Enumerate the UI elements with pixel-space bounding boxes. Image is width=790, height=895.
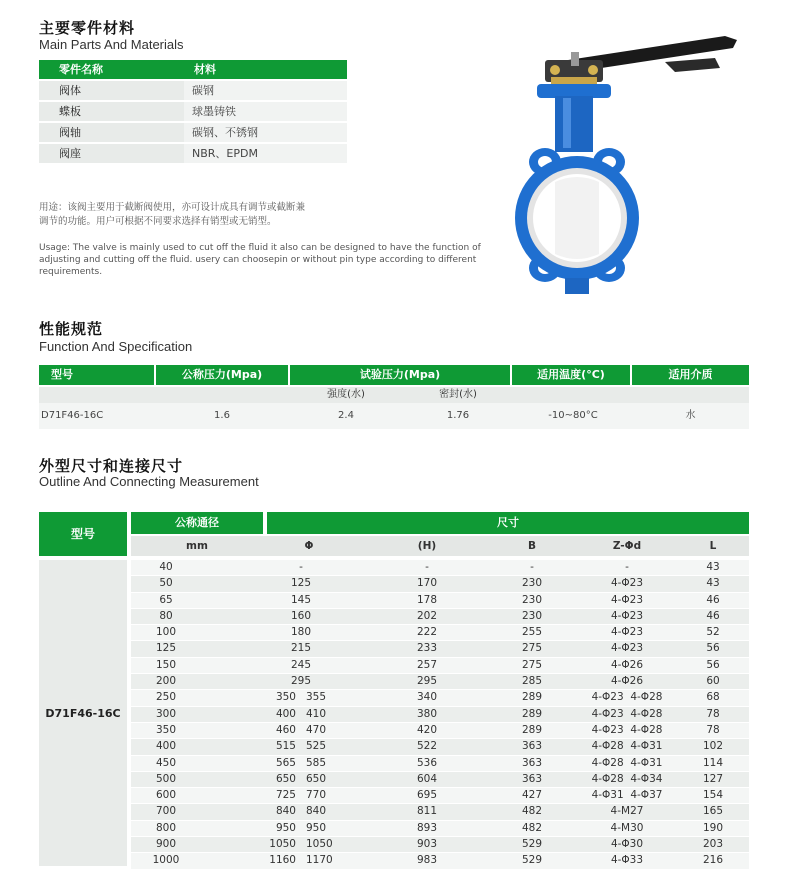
row-h: 233 [416, 642, 438, 655]
row-zd: 4-Φ23 4-Φ28 [591, 691, 663, 704]
section1-title-cn: 主要零件材料 [39, 19, 136, 37]
row-phi: 245 [290, 658, 312, 671]
row-phi: 515 525 [275, 740, 327, 753]
usage-en-line: adjusting and cutting off the fluid. usery can choosepin or without pin type according to different [39, 255, 477, 265]
row-h: 893 [416, 821, 438, 834]
row-b: 482 [521, 805, 543, 818]
usage-en-line: Usage: The valve is mainly used to cut off the fluid it also can be designed to have the function of [39, 243, 481, 253]
header-part-name: 零件名称 [59, 63, 103, 76]
sub-strength: 强度(水) [327, 389, 365, 400]
row-dn: 40 [159, 561, 173, 573]
materials-header [39, 60, 347, 79]
row-b: 482 [521, 821, 543, 834]
row-dn: 900 [155, 838, 177, 851]
materials-table [39, 60, 347, 165]
row-zd: 4-Φ30 [610, 838, 644, 851]
row-phi: 840 840 [275, 805, 327, 818]
row-l: 102 [702, 740, 724, 753]
header-size: 尺寸 [267, 512, 749, 534]
row-h: 178 [416, 593, 438, 606]
table-row [131, 658, 749, 674]
section2-title-cn: 性能规范 [39, 320, 104, 338]
table-row [39, 81, 347, 100]
header-medium: 适用介质 [668, 368, 713, 381]
row-phi: 295 [290, 675, 312, 688]
row-dn: 1000 [152, 854, 180, 867]
row-phi: 400 410 [275, 707, 327, 720]
row-h: 903 [416, 838, 438, 851]
row-zd: 4-M30 [610, 821, 644, 834]
row-b: 230 [521, 609, 543, 622]
row-b: 363 [521, 756, 543, 769]
part-material: 碳钢 [184, 81, 347, 100]
row-dn: 600 [155, 789, 177, 802]
row-dn: 200 [155, 675, 177, 688]
row-l: 165 [702, 805, 724, 818]
row-b: 363 [521, 740, 543, 753]
row-l: 127 [702, 772, 724, 785]
table-row [39, 102, 347, 121]
row-l: 190 [702, 821, 724, 834]
row-phi: - [299, 561, 303, 573]
part-name: 阀座 [39, 144, 184, 163]
part-name: 阀体 [39, 81, 184, 100]
header-temp: 适用温度(°C) [537, 368, 605, 381]
row-zd: 4-Φ23 [610, 626, 644, 639]
part-name: 蝶板 [39, 102, 184, 121]
part-material: 球墨铸铁 [184, 102, 347, 121]
row-zd: 4-Φ23 [610, 642, 644, 655]
row-phi: 950 950 [275, 821, 327, 834]
row-l: 52 [706, 626, 720, 639]
row-h: - [425, 561, 429, 573]
row-h: 202 [416, 609, 438, 622]
table-row [131, 641, 749, 657]
row-h: 340 [416, 691, 438, 704]
row-zd: 4-Φ23 [610, 593, 644, 606]
row-l: 46 [706, 609, 720, 622]
row-l: 43 [706, 577, 720, 590]
usage-cn-line: 用途：该阀主要用于截断阀使用，亦可设计成具有调节或截断兼 [39, 202, 306, 213]
row-phi: 725 770 [275, 789, 327, 802]
spec-header [39, 365, 749, 385]
sub-phi: Φ [304, 540, 314, 552]
row-l: 46 [706, 593, 720, 606]
header-test-pressure: 试验压力(Mpa) [359, 368, 441, 381]
header-dn: 公称通径 [131, 512, 263, 534]
row-b: 275 [521, 658, 543, 671]
row-l: 56 [706, 642, 720, 655]
row-zd: 4-Φ23 4-Φ28 [591, 707, 663, 720]
row-dn: 700 [155, 805, 177, 818]
usage-en-line: requirements. [39, 267, 103, 277]
spec-table [39, 365, 749, 429]
row-phi: 565 585 [275, 756, 327, 769]
sub-b: B [527, 540, 536, 552]
row-b: 529 [521, 854, 543, 867]
row-b: 230 [521, 577, 543, 590]
row-zd: 4-Φ28 4-Φ31 [591, 756, 663, 769]
row-dn: 450 [155, 756, 177, 769]
sub-zd: Z-Φd [612, 540, 642, 552]
row-zd: 4-Φ23 4-Φ28 [591, 723, 663, 736]
row-dn: 350 [155, 723, 177, 736]
row-l: 154 [702, 789, 724, 802]
table-row [131, 804, 749, 820]
sub-h: (H) [417, 540, 437, 552]
section3-title-cn: 外型尺寸和连接尺寸 [39, 457, 184, 475]
table-row [131, 576, 749, 592]
row-h: 983 [416, 854, 438, 867]
usage-en [39, 242, 481, 278]
row-h: 380 [416, 707, 438, 720]
spec-subheader [39, 387, 749, 403]
row-phi: 650 650 [275, 772, 327, 785]
row-l: 78 [706, 707, 720, 720]
table-row [131, 723, 749, 739]
dimensions-model: D71F46-16C [39, 560, 127, 866]
header-material: 材料 [194, 63, 216, 76]
header-model: 型号 [39, 512, 127, 556]
row-h: 604 [416, 772, 438, 785]
row-l: 203 [702, 838, 724, 851]
spec-values [39, 403, 749, 429]
section1-title-en: Main Parts And Materials [39, 37, 184, 52]
row-h: 536 [416, 756, 438, 769]
table-row [131, 853, 749, 869]
row-zd: - [625, 561, 629, 573]
row-dn: 100 [155, 626, 177, 639]
row-h: 170 [416, 577, 438, 590]
row-b: 285 [521, 675, 543, 688]
row-dn: 150 [155, 658, 177, 671]
row-phi: 1050 1050 [269, 838, 333, 851]
row-zd: 4-Φ23 [610, 577, 644, 590]
row-phi: 1160 1170 [269, 854, 333, 867]
row-zd: 4-Φ26 [610, 658, 644, 671]
row-dn: 80 [159, 609, 173, 622]
row-h: 295 [416, 675, 438, 688]
row-zd: 4-Φ26 [610, 675, 644, 688]
row-dn: 250 [155, 691, 177, 704]
row-h: 811 [416, 805, 438, 818]
dimensions-subheader [131, 536, 749, 556]
row-zd: 4-Φ23 [610, 609, 644, 622]
table-row [131, 788, 749, 804]
header-pn: 公称压力(Mpa) [181, 368, 263, 381]
row-phi: 215 [290, 642, 312, 655]
row-b: 529 [521, 838, 543, 851]
table-row [131, 593, 749, 609]
row-l: 56 [706, 658, 720, 671]
row-l: 216 [702, 854, 724, 867]
row-b: 289 [521, 723, 543, 736]
spec-model: D71F46-16C [41, 410, 104, 421]
row-h: 695 [416, 789, 438, 802]
table-row [131, 609, 749, 625]
section2-title-en: Function And Specification [39, 339, 193, 354]
table-row [131, 821, 749, 837]
part-material: 碳钢、不锈钢 [184, 123, 347, 142]
table-row [131, 772, 749, 788]
row-dn: 125 [155, 642, 177, 655]
spec-strength: 2.4 [338, 410, 354, 421]
row-phi: 350 355 [275, 691, 327, 704]
row-b: 289 [521, 707, 543, 720]
row-l: 114 [702, 756, 724, 769]
row-l: 60 [706, 675, 720, 688]
sub-mm: mm [186, 540, 208, 552]
row-dn: 500 [155, 772, 177, 785]
sub-l: L [709, 540, 717, 552]
part-name: 阀轴 [39, 123, 184, 142]
table-row [131, 756, 749, 772]
table-row [39, 123, 347, 142]
row-dn: 400 [155, 740, 177, 753]
spec-medium: 水 [685, 410, 696, 421]
dimensions-rows [131, 560, 749, 870]
sub-seal: 密封(水) [439, 389, 477, 400]
row-b: 275 [521, 642, 543, 655]
row-b: 427 [521, 789, 543, 802]
table-row [131, 625, 749, 641]
row-b: 255 [521, 626, 543, 639]
table-row [131, 560, 749, 576]
row-phi: 160 [290, 609, 312, 622]
row-b: 289 [521, 691, 543, 704]
table-row [131, 707, 749, 723]
table-row [131, 837, 749, 853]
spec-pn: 1.6 [214, 410, 230, 421]
table-row [131, 674, 749, 690]
row-phi: 180 [290, 626, 312, 639]
row-zd: 4-Φ33 [610, 854, 644, 867]
row-l: 78 [706, 723, 720, 736]
usage-cn [39, 201, 305, 229]
row-zd: 4-Φ28 4-Φ34 [591, 772, 663, 785]
part-material: NBR、EPDM [184, 144, 347, 163]
butterfly-valve-image [515, 22, 755, 302]
row-dn: 50 [159, 577, 173, 590]
row-b: 363 [521, 772, 543, 785]
row-h: 420 [416, 723, 438, 736]
table-row [131, 739, 749, 755]
row-h: 522 [416, 740, 438, 753]
header-model: 型号 [51, 368, 73, 381]
row-b: - [530, 561, 534, 573]
spec-temp: -10~80°C [548, 410, 598, 421]
row-h: 222 [416, 626, 438, 639]
usage-cn-line: 调节的功能。用户可根据不同要求选择有销型或无销型。 [39, 216, 277, 227]
table-row [131, 690, 749, 706]
row-zd: 4-Φ28 4-Φ31 [591, 740, 663, 753]
row-phi: 460 470 [275, 723, 327, 736]
row-dn: 800 [155, 821, 177, 834]
table-row [39, 144, 347, 163]
row-phi: 145 [290, 593, 312, 606]
row-zd: 4-M27 [610, 805, 644, 818]
row-zd: 4-Φ31 4-Φ37 [591, 789, 663, 802]
row-l: 68 [706, 691, 720, 704]
row-dn: 65 [159, 593, 173, 606]
row-dn: 300 [155, 707, 177, 720]
section3-title-en: Outline And Connecting Measurement [39, 474, 259, 489]
row-l: 43 [706, 561, 720, 573]
row-phi: 125 [290, 577, 312, 590]
row-h: 257 [416, 658, 438, 671]
row-b: 230 [521, 593, 543, 606]
spec-seal: 1.76 [446, 410, 470, 421]
